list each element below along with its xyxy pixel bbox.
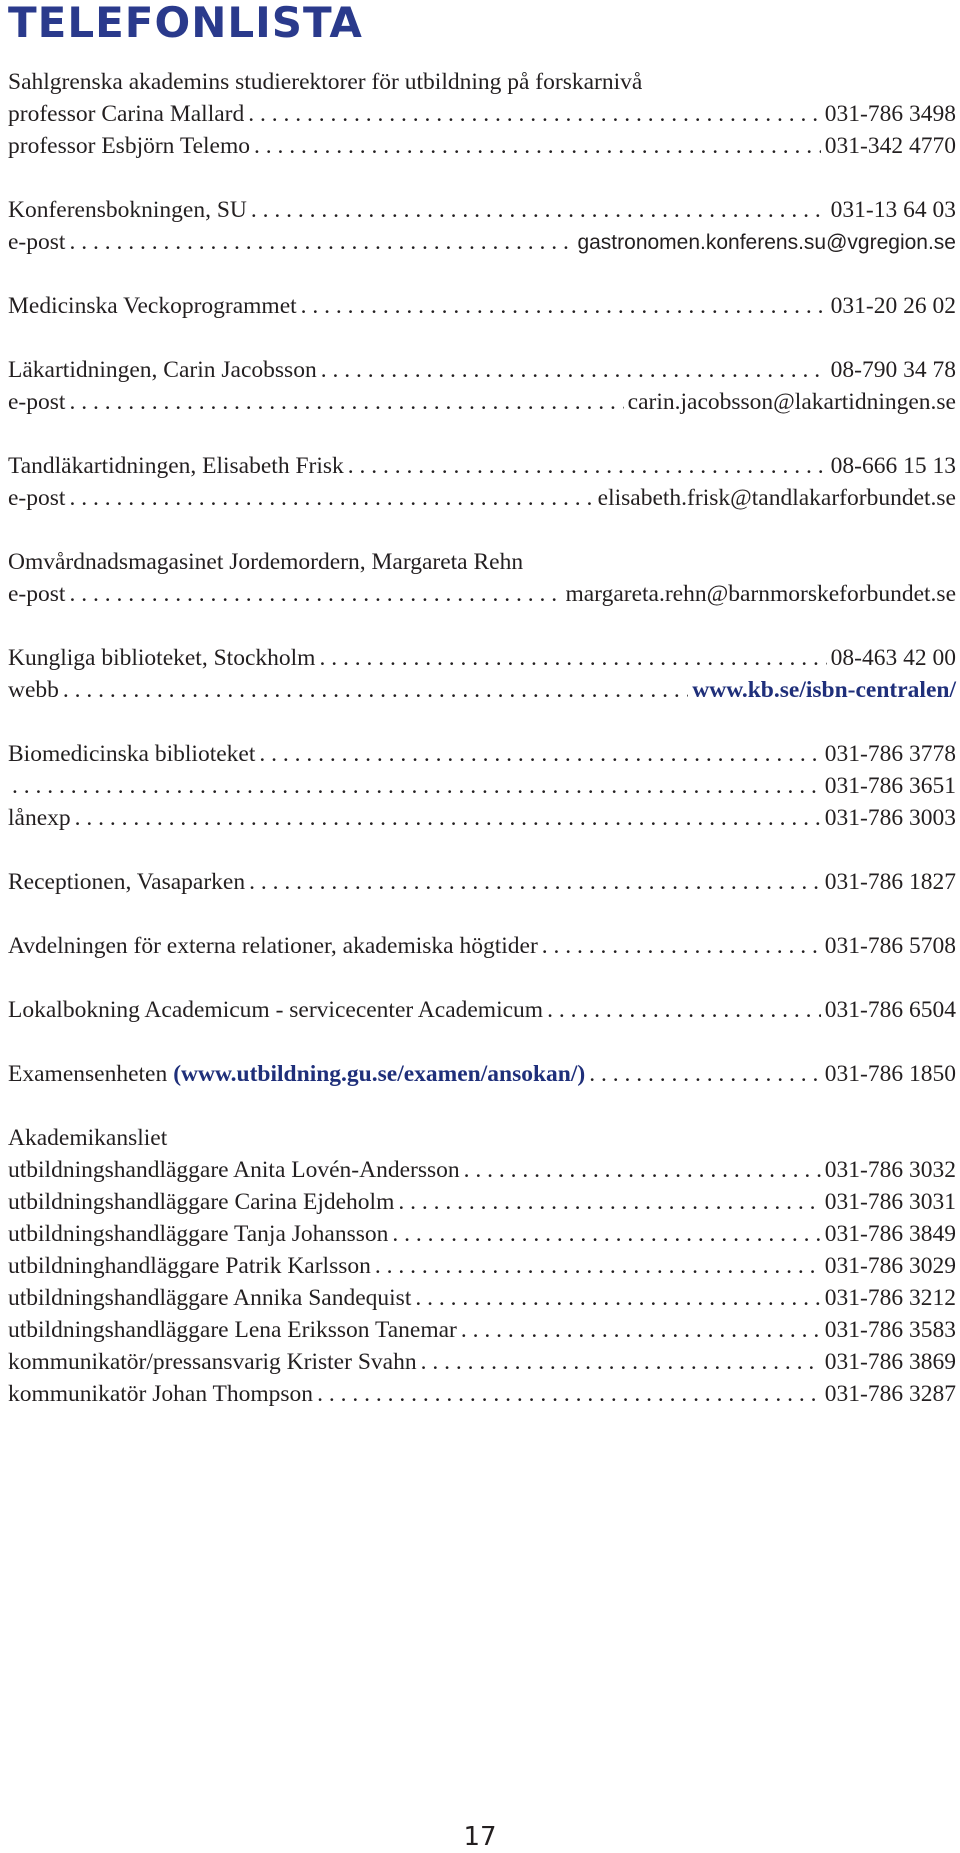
leader-dots	[589, 1058, 821, 1090]
list-item	[8, 1058, 956, 1090]
entry-value: 08-790 34 78	[830, 357, 956, 383]
list-item	[8, 482, 956, 514]
entry-value: 031-786 3031	[824, 1189, 956, 1215]
spacer	[8, 322, 956, 354]
entry-value: 031-786 6504	[824, 997, 956, 1023]
leader-dots	[301, 290, 827, 322]
entry-label: webb	[8, 677, 59, 703]
entry-label: e-post	[8, 581, 66, 607]
entry-label: professor Carina Mallard	[8, 101, 245, 127]
entry-label: e-post	[8, 389, 66, 415]
spacer	[8, 514, 956, 546]
leader-dots	[375, 1250, 821, 1282]
entry-label: Sahlgrenska akademins studierektorer för utbildning på forskarnivå	[8, 69, 643, 95]
leader-dots	[69, 482, 593, 514]
spacer	[8, 834, 956, 866]
leader-dots	[251, 194, 827, 226]
page-number: 17	[463, 1822, 497, 1852]
entry-value: 031-20 26 02	[830, 293, 956, 319]
leader-dots	[319, 642, 826, 674]
list-item	[8, 226, 956, 258]
entry-label: utbildningshandläggare Lena Eriksson Tanemar	[8, 1317, 457, 1343]
entry-value: 031-786 3498	[824, 101, 956, 127]
list-item	[8, 930, 956, 962]
entry-label: utbildninghandläggare Patrik Karlsson	[8, 1253, 371, 1279]
leader-dots	[63, 674, 688, 706]
list-item	[8, 386, 956, 418]
entry-value: 031-786 3212	[824, 1285, 956, 1311]
entry-value: 031-786 3849	[824, 1221, 956, 1247]
entry-label: e-post	[8, 229, 66, 255]
list-item	[8, 1186, 956, 1218]
list-item	[8, 1378, 956, 1410]
entry-label: Läkartidningen, Carin Jacobsson	[8, 357, 317, 383]
entry-label: utbildningshandläggare Carina Ejdeholm	[8, 1189, 395, 1215]
page-title: TELEFONLISTA	[8, 0, 363, 47]
leader-dots	[421, 1346, 821, 1378]
leader-dots	[415, 1282, 820, 1314]
phone-list	[8, 66, 956, 1410]
list-item	[8, 866, 956, 898]
spacer	[8, 1090, 956, 1122]
list-item	[8, 194, 956, 226]
entry-label: Receptionen, Vasaparken	[8, 869, 246, 895]
leader-dots	[248, 98, 821, 130]
spacer	[8, 898, 956, 930]
entry-label: professor Esbjörn Telemo	[8, 133, 251, 159]
entry-value: 031-786 1850	[824, 1061, 956, 1087]
entry-value: 031-342 4770	[824, 133, 956, 159]
leader-dots	[464, 1154, 821, 1186]
list-item	[8, 290, 956, 322]
leader-dots	[69, 226, 573, 258]
spacer	[8, 962, 956, 994]
entry-label: kommunikatör/pressansvarig Krister Svahn	[8, 1349, 417, 1375]
entry-value: 031-786 1827	[824, 869, 956, 895]
entry-label: Omvårdnadsmagasinet Jordemordern, Margareta Rehn	[8, 549, 524, 575]
list-item	[8, 98, 956, 130]
spacer	[8, 706, 956, 738]
entry-label: Lokalbokning Academicum - servicecenter Academicum	[8, 997, 544, 1023]
entry-value: 031-786 3029	[824, 1253, 956, 1279]
entry-value: 031-786 3287	[824, 1381, 956, 1407]
entry-label: Kungliga biblioteket, Stockholm	[8, 645, 316, 671]
leader-dots	[392, 1218, 820, 1250]
entry-label: kommunikatör Johan Thompson	[8, 1381, 314, 1407]
entry-value: 031-786 3003	[824, 805, 956, 831]
entry-label: Akademikansliet	[8, 1125, 168, 1151]
leader-dots	[12, 770, 821, 802]
section-heading	[8, 66, 956, 98]
entry-value: 031-786 3869	[824, 1349, 956, 1375]
entry-label: Medicinska Veckoprogrammet	[8, 293, 297, 319]
leader-dots	[69, 578, 561, 610]
leader-dots	[398, 1186, 820, 1218]
entry-label: lånexp	[8, 805, 71, 831]
entry-label: Examensenheten	[8, 1061, 168, 1087]
list-item	[8, 802, 956, 834]
entry-value: elisabeth.frisk@tandlakarforbundet.se	[597, 485, 956, 511]
list-item	[8, 354, 956, 386]
entry-value: margareta.rehn@barnmorskeforbundet.se	[565, 581, 956, 607]
entry-value: 031-786 3778	[824, 741, 956, 767]
list-item	[8, 770, 956, 802]
leader-dots	[75, 802, 821, 834]
list-item	[8, 738, 956, 770]
list-item	[8, 450, 956, 482]
entry-label: Avdelningen för externa relationer, akademiska högtider	[8, 933, 538, 959]
leader-dots	[348, 450, 827, 482]
list-item	[8, 1282, 956, 1314]
section-heading	[8, 1122, 956, 1154]
spacer	[8, 258, 956, 290]
leader-dots	[461, 1314, 821, 1346]
list-item	[8, 1346, 956, 1378]
entry-value: 031-786 3032	[824, 1157, 956, 1183]
entry-label: Biomedicinska biblioteket	[8, 741, 256, 767]
spacer	[8, 418, 956, 450]
entry-label: utbildningshandläggare Anita Lovén-Andersson	[8, 1157, 460, 1183]
entry-label: Tandläkartidningen, Elisabeth Frisk	[8, 453, 344, 479]
entry-value: 031-786 3583	[824, 1317, 956, 1343]
list-item	[8, 1314, 956, 1346]
leader-dots	[259, 738, 820, 770]
list-item	[8, 994, 956, 1026]
entry-value: 08-463 42 00	[830, 645, 956, 671]
entry-label: e-post	[8, 485, 66, 511]
entry-label: utbildningshandläggare Annika Sandequist	[8, 1285, 412, 1311]
leader-dots	[249, 866, 821, 898]
leader-dots	[69, 386, 623, 418]
leader-dots	[317, 1378, 821, 1410]
entry-value: carin.jacobsson@lakartidningen.se	[627, 389, 956, 415]
leader-dots	[321, 354, 827, 386]
section-heading	[8, 546, 956, 578]
leader-dots	[254, 130, 821, 162]
spacer	[8, 1026, 956, 1058]
leader-dots	[542, 930, 821, 962]
spacer	[8, 162, 956, 194]
entry-value: 031-13 64 03	[830, 197, 956, 223]
entry-value: 031-786 3651	[824, 773, 956, 799]
list-item	[8, 674, 956, 706]
entry-value: 08-666 15 13	[830, 453, 956, 479]
entry-label: utbildningshandläggare Tanja Johansson	[8, 1221, 389, 1247]
list-item	[8, 1218, 956, 1250]
list-item	[8, 1250, 956, 1282]
entry-value: 031-786 5708	[824, 933, 956, 959]
list-item	[8, 130, 956, 162]
list-item	[8, 642, 956, 674]
entry-link[interactable]: www.kb.se/isbn-centralen/	[692, 677, 956, 703]
spacer	[8, 610, 956, 642]
entry-value: gastronomen.konferens.su@vgregion.se	[577, 231, 956, 254]
list-item	[8, 1154, 956, 1186]
list-item	[8, 578, 956, 610]
entry-label: Konferensbokningen, SU	[8, 197, 247, 223]
leader-dots	[547, 994, 821, 1026]
entry-link[interactable]: (www.utbildning.gu.se/examen/ansokan/)	[173, 1061, 586, 1087]
